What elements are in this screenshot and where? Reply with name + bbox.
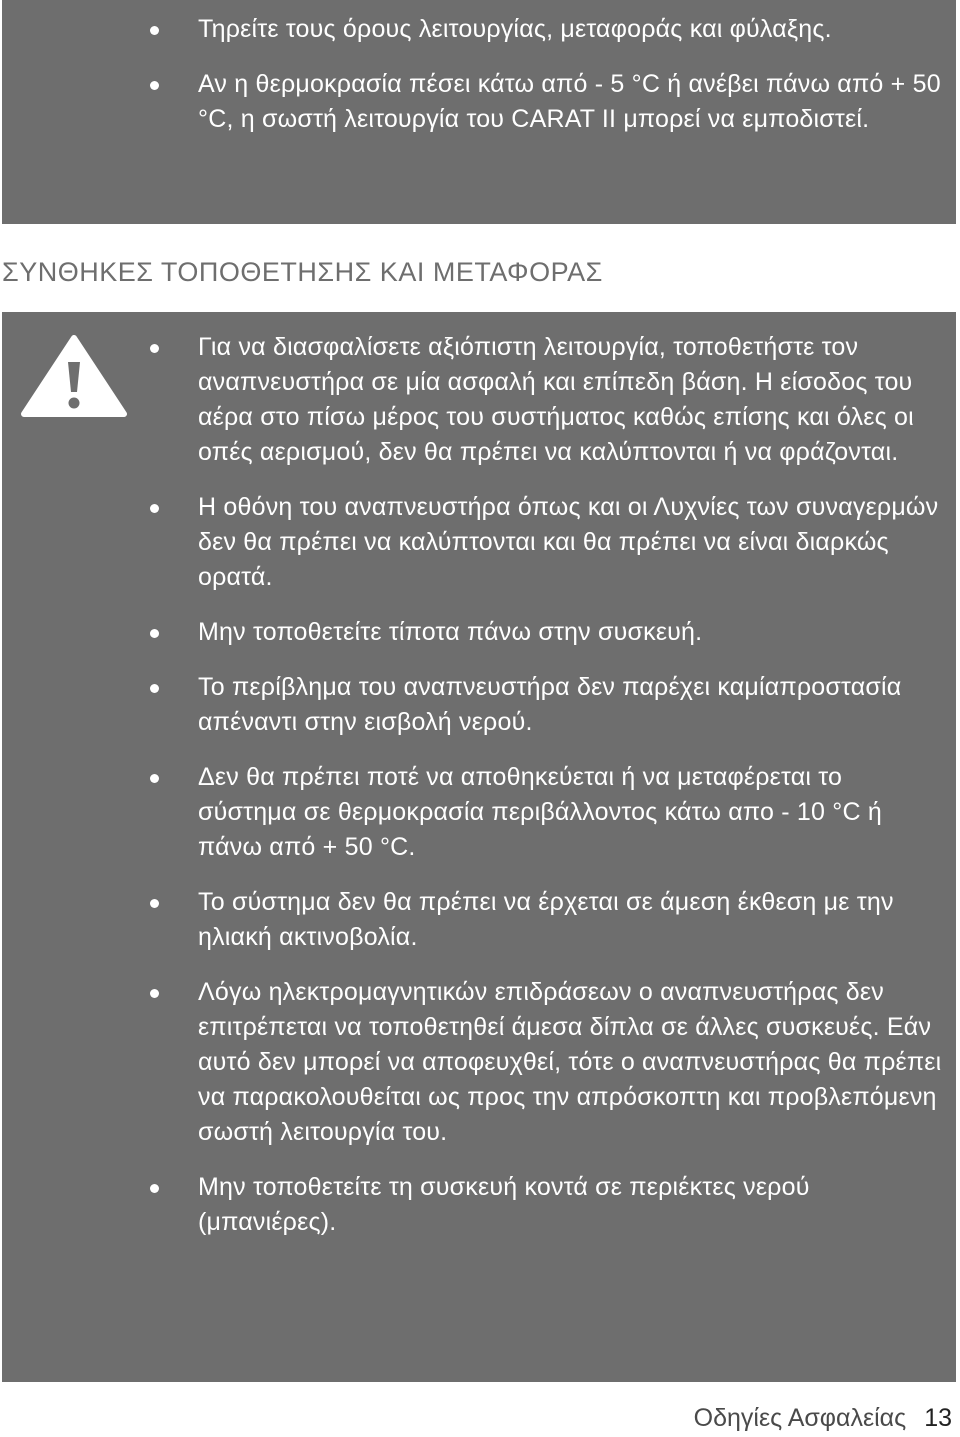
- list-item: [2, 670, 956, 740]
- bullet-icon: [150, 899, 159, 908]
- list-item: [2, 1170, 956, 1240]
- bullet-icon: [150, 629, 159, 638]
- list-item: [2, 760, 956, 865]
- footer-title: Οδηγίες Ασφαλείας: [693, 1404, 907, 1432]
- bullet-text: Αν η θερμοκρασία πέσει κάτω από - 5 °C ή ανέβει πάνω από + 50 °C, η σωστή λειτουργία του CARAT II μπορεί να εμποδιστεί.: [198, 70, 941, 133]
- bullet-icon: [150, 1184, 159, 1193]
- bullet-text: Το σύστημα δεν θα πρέπει να έρχεται σε άμεση έκθεση με την ηλιακή ακτινοβολία.: [198, 888, 894, 951]
- main-bullet-list: [2, 330, 956, 1240]
- bullet-text: Λόγω ηλεκτρομαγνητικών επιδράσεων ο αναπνευστήρας δεν επιτρέπεται να τοποθετηθεί άμεσα δίπλα σε άλλες συσκευές. Εάν αυτό δεν μπορεί να αποφευχθεί, τότε ο αναπνευστήρας θα πρέπει να παρακολουθείται ως προς την απρόσκοπτη και προβλεπόμενη σωστή λειτουργία του.: [198, 978, 942, 1146]
- list-item: [2, 12, 956, 47]
- bullet-text: Το περίβλημα του αναπνευστήρα δεν παρέχει καμίαπροστασία απέναντι στην εισβολή νερού.: [198, 673, 902, 736]
- bullet-text: Η οθόνη του αναπνευστήρα όπως και οι Λυχνίες των συναγερμών δεν θα πρέπει να καλύπτονται και θα πρέπει να είναι διαρκώς ορατά.: [198, 493, 939, 591]
- list-item: [2, 885, 956, 955]
- list-item: [2, 67, 956, 137]
- bullet-text: Δεν θα πρέπει ποτέ να αποθηκεύεται ή να μεταφέρεται το σύστημα σε θερμοκρασία περιβάλλοντος κάτω απο - 10 °C ή πάνω από + 50 °C.: [198, 763, 882, 861]
- list-item: [2, 490, 956, 595]
- bullet-text: Τηρείτε τους όρους λειτουργίας, μεταφοράς και φύλαξης.: [198, 15, 832, 43]
- section-title: ΣΥΝΘΗΚΕΣ ΤΟΠΟΘΕΤΗΣΗΣ ΚΑΙ ΜΕΤΑΦΟΡΑΣ: [2, 257, 603, 287]
- bullet-icon: [150, 774, 159, 783]
- bullet-text: Μην τοποθετείτε τίποτα πάνω στην συσκευή.: [198, 618, 703, 646]
- installation-panel: [2, 312, 956, 1382]
- page-footer: [694, 1400, 952, 1436]
- bullet-icon: [150, 344, 159, 353]
- page-number: 13: [924, 1404, 952, 1432]
- bullet-icon: [150, 684, 159, 693]
- warning-triangle-icon: [20, 334, 128, 418]
- top-bullet-list: [2, 12, 956, 137]
- bullet-icon: [150, 26, 159, 35]
- bullet-text: Για να διασφαλίσετε αξιόπιστη λειτουργία, τοποθετήστε τον αναπνευστήρα σε μία ασφαλή και επίπεδη βάση. Η είσοδος του αέρα στο πίσω μέρος του συστήματος καθώς επίσης και όλες οι οπές αερισμού, δεν θα πρέπει να καλύπτονται ή να φράζονται.: [198, 333, 914, 466]
- list-item: [2, 975, 956, 1150]
- bullet-icon: [150, 989, 159, 998]
- bullet-icon: [150, 504, 159, 513]
- top-notice-panel: [2, 0, 956, 224]
- list-item: [2, 330, 956, 470]
- bullet-text: Μην τοποθετείτε τη συσκευή κοντά σε περιέκτες νερού (μπανιέρες).: [198, 1173, 810, 1236]
- list-item: [2, 615, 956, 650]
- bullet-icon: [150, 81, 159, 90]
